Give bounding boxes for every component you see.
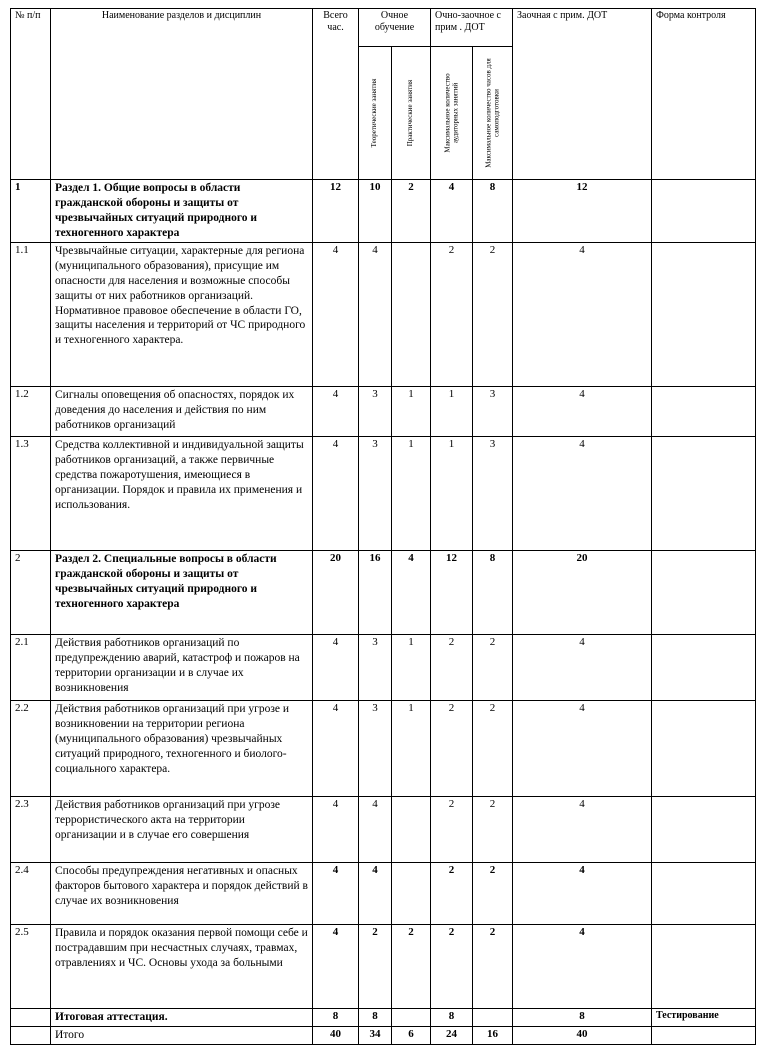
- row-self: 16: [473, 1026, 513, 1044]
- row-extramural: 12: [513, 180, 652, 243]
- table-row: [11, 1026, 756, 1044]
- row-total: 4: [313, 242, 359, 386]
- row-self: 8: [473, 550, 513, 634]
- row-aud: 24: [431, 1026, 473, 1044]
- row-practice: [392, 1008, 431, 1026]
- row-control: [652, 700, 756, 796]
- row-practice: 1: [392, 634, 431, 700]
- table-row: [11, 1008, 756, 1026]
- row-name: Действия работников организаций при угрозе террористического акта на территории организации и в случае его совершения: [51, 796, 313, 862]
- row-theory: 3: [359, 386, 392, 436]
- curriculum-table: [10, 8, 756, 1045]
- row-self: 2: [473, 700, 513, 796]
- row-extramural: 4: [513, 634, 652, 700]
- row-theory: 3: [359, 700, 392, 796]
- row-control: [652, 796, 756, 862]
- row-total: 4: [313, 436, 359, 550]
- row-aud: 2: [431, 924, 473, 1008]
- header-fulltime: Очное обучение: [359, 9, 431, 47]
- row-name: Способы предупреждения негативных и опасных факторов бытового характера и порядок действий в случае их возникновения: [51, 862, 313, 924]
- row-total: 12: [313, 180, 359, 243]
- header-practice: Практические занятия: [392, 47, 431, 180]
- row-practice: 2: [392, 924, 431, 1008]
- header-max-self: Максимальное количество часов для самоподготовки: [473, 47, 513, 180]
- row-aud: 2: [431, 862, 473, 924]
- header-name: Наименование разделов и дисциплин: [51, 9, 313, 180]
- row-total: 4: [313, 796, 359, 862]
- table-row: [11, 862, 756, 924]
- row-control: [652, 436, 756, 550]
- row-extramural: 20: [513, 550, 652, 634]
- row-self: 2: [473, 634, 513, 700]
- row-theory: 16: [359, 550, 392, 634]
- row-name: Правила и порядок оказания первой помощи себе и пострадавшим при несчастных случаях, травмах, отравлениях и ЧС. Основы ухода за больными: [51, 924, 313, 1008]
- row-extramural: 4: [513, 386, 652, 436]
- row-self: 2: [473, 924, 513, 1008]
- row-aud: 2: [431, 700, 473, 796]
- row-self: [473, 1008, 513, 1026]
- row-name: Раздел 1. Общие вопросы в области гражданской обороны и защиты от чрезвычайных ситуаций природного и техногенного характера: [51, 180, 313, 243]
- row-control: [652, 550, 756, 634]
- row-control: [652, 242, 756, 386]
- table-row: [11, 436, 756, 550]
- table-row: [11, 550, 756, 634]
- row-name: Действия работников организаций по предупреждению аварий, катастроф и пожаров на территории организации и в случае их возникновения: [51, 634, 313, 700]
- header-parttime: Очно-заочное с прим . ДОТ: [431, 9, 513, 47]
- row-name: Сигналы оповещения об опасностях, порядок их доведения до населения и действия по ним работников организаций: [51, 386, 313, 436]
- table-row: [11, 796, 756, 862]
- row-extramural: 4: [513, 924, 652, 1008]
- row-total: 4: [313, 634, 359, 700]
- table-row: [11, 242, 756, 386]
- row-aud: 2: [431, 242, 473, 386]
- row-control: [652, 386, 756, 436]
- row-practice: [392, 242, 431, 386]
- row-control: [652, 180, 756, 243]
- row-self: 3: [473, 436, 513, 550]
- row-extramural: 40: [513, 1026, 652, 1044]
- row-extramural: 4: [513, 700, 652, 796]
- row-self: 2: [473, 796, 513, 862]
- row-extramural: 8: [513, 1008, 652, 1026]
- row-aud: 12: [431, 550, 473, 634]
- row-aud: 8: [431, 1008, 473, 1026]
- row-num: 2.4: [11, 862, 51, 924]
- row-aud: 1: [431, 436, 473, 550]
- row-num: 2.1: [11, 634, 51, 700]
- header-max-aud: Максимальное количество аудиторных занятий: [431, 47, 473, 180]
- row-theory: 3: [359, 436, 392, 550]
- row-total: 4: [313, 386, 359, 436]
- row-total: 4: [313, 700, 359, 796]
- row-self: 2: [473, 862, 513, 924]
- row-self: 3: [473, 386, 513, 436]
- table-row: [11, 634, 756, 700]
- row-extramural: 4: [513, 862, 652, 924]
- row-theory: 10: [359, 180, 392, 243]
- row-aud: 1: [431, 386, 473, 436]
- table-row: [11, 386, 756, 436]
- row-num: 2: [11, 550, 51, 634]
- row-num: 1.1: [11, 242, 51, 386]
- row-extramural: 4: [513, 242, 652, 386]
- row-practice: 4: [392, 550, 431, 634]
- header-control: Форма контроля: [652, 9, 756, 180]
- row-num: [11, 1026, 51, 1044]
- row-name: Итого: [51, 1026, 313, 1044]
- row-theory: 2: [359, 924, 392, 1008]
- header-num: № п/п: [11, 9, 51, 180]
- row-extramural: 4: [513, 796, 652, 862]
- row-total: 8: [313, 1008, 359, 1026]
- header-theory: Теоретические занятия: [359, 47, 392, 180]
- row-theory: 4: [359, 862, 392, 924]
- row-aud: 4: [431, 180, 473, 243]
- row-control: [652, 924, 756, 1008]
- row-total: 40: [313, 1026, 359, 1044]
- row-control: [652, 1026, 756, 1044]
- row-control: [652, 634, 756, 700]
- header-total: Всего час.: [313, 9, 359, 180]
- row-total: 4: [313, 862, 359, 924]
- row-aud: 2: [431, 634, 473, 700]
- row-practice: [392, 862, 431, 924]
- row-num: [11, 1008, 51, 1026]
- row-theory: 4: [359, 796, 392, 862]
- row-num: 2.3: [11, 796, 51, 862]
- row-num: 1.3: [11, 436, 51, 550]
- row-practice: 1: [392, 436, 431, 550]
- table-row: [11, 924, 756, 1008]
- row-theory: 34: [359, 1026, 392, 1044]
- row-theory: 3: [359, 634, 392, 700]
- header-extramural: Заочная с прим. ДОТ: [513, 9, 652, 180]
- row-practice: 2: [392, 180, 431, 243]
- table-row: [11, 700, 756, 796]
- row-name: Раздел 2. Специальные вопросы в области гражданской обороны и защиты от чрезвычайных ситуаций природного и техногенного характера: [51, 550, 313, 634]
- row-theory: 8: [359, 1008, 392, 1026]
- row-num: 1: [11, 180, 51, 243]
- row-control: Тестирование: [652, 1008, 756, 1026]
- row-practice: 6: [392, 1026, 431, 1044]
- row-control: [652, 862, 756, 924]
- row-self: 8: [473, 180, 513, 243]
- row-num: 2.5: [11, 924, 51, 1008]
- row-practice: 1: [392, 386, 431, 436]
- row-total: 4: [313, 924, 359, 1008]
- row-theory: 4: [359, 242, 392, 386]
- row-name: Чрезвычайные ситуации, характерные для региона (муниципального образования), присущие им опасности для населения и возможные способы защиты от них работников организаций. Нормативное правовое обеспечение в области ГО, защиты населения и территорий от ЧС природного и техногенного характера.: [51, 242, 313, 386]
- row-num: 2.2: [11, 700, 51, 796]
- row-total: 20: [313, 550, 359, 634]
- row-practice: [392, 796, 431, 862]
- row-name: Итоговая аттестация.: [51, 1008, 313, 1026]
- row-num: 1.2: [11, 386, 51, 436]
- row-practice: 1: [392, 700, 431, 796]
- row-name: Средства коллективной и индивидуальной защиты работников организаций, а также первичные средства пожаротушения, имеющиеся в организации. Порядок и правила их применения и использования.: [51, 436, 313, 550]
- row-aud: 2: [431, 796, 473, 862]
- row-self: 2: [473, 242, 513, 386]
- table-row: [11, 180, 756, 243]
- row-extramural: 4: [513, 436, 652, 550]
- row-name: Действия работников организаций при угрозе и возникновении на территории региона (муниципального образования) чрезвычайных ситуаций природного, техногенного и биолого-социального характера.: [51, 700, 313, 796]
